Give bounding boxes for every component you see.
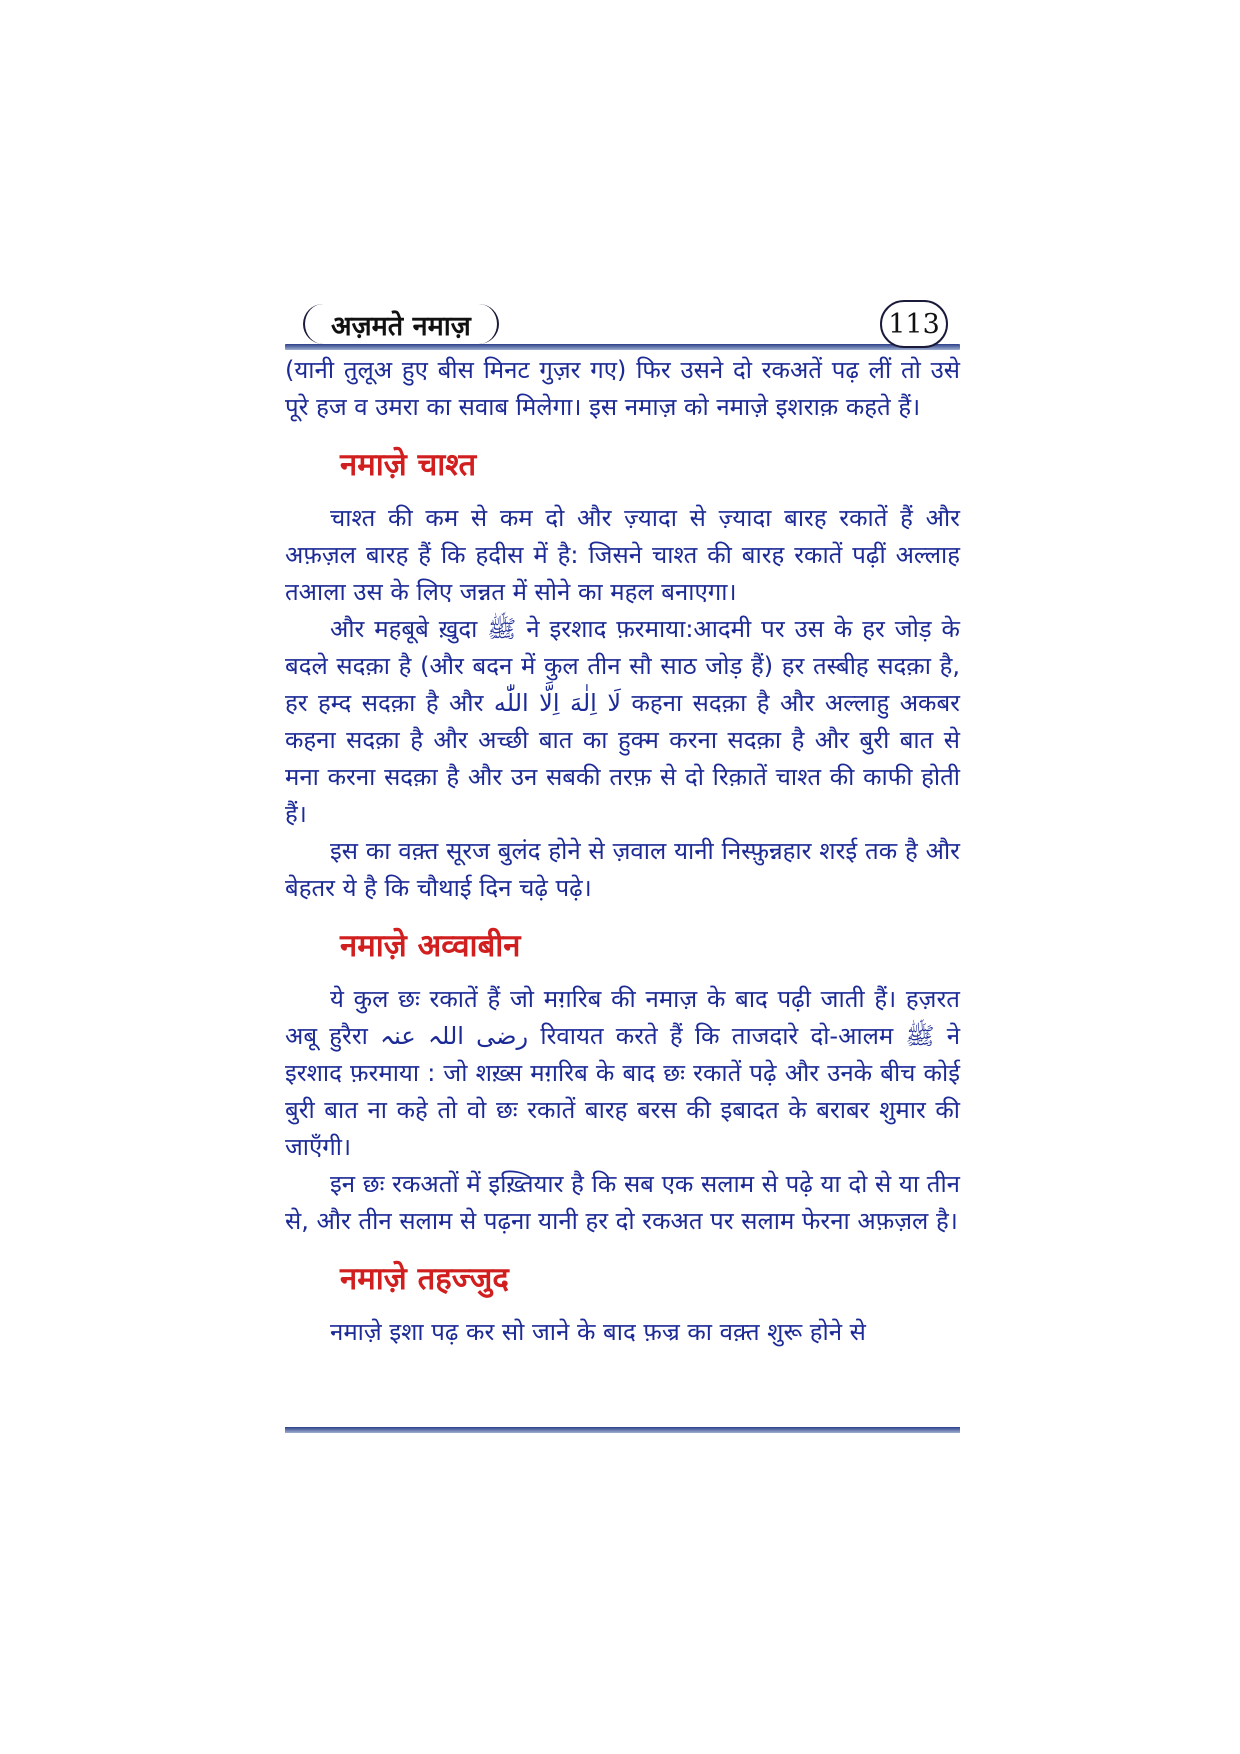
heading-namaze-chasht: नमाज़े चाश्त	[340, 447, 477, 483]
tahajjud-paragraph-1: नमाज़े इशा पढ़ कर सो जाने के बाद फ़ज्र का वक़्त शुरू होने से	[330, 1318, 866, 1346]
heading-namaze-tahajjud: नमाज़े तहज्जुद	[340, 1261, 509, 1297]
awwabeen-paragraph-1: ये कुल छः रकातें हैं जो मग़रिब की नमाज़ के बाद पढ़ी जाती हैं। हज़रत अबू हुरैरा رضی اللہ عنہ रिवायत करते हैं कि ताजदारे दो-आलम ﷺ ने इरशाद फ़रमाया : जो शख़्स मग़रिब के बाद छः रकातें पढ़े और उनके बीच कोई बुरी बात ना कहे तो वो छः रकातें बारह बरस की इबादत के बराबर शुमार की जाएँगी।	[285, 985, 961, 1161]
page-body	[285, 352, 960, 1351]
book-title: अज़मते नमाज़	[303, 304, 499, 344]
intro-paragraph: (यानी तुलूअ हुए बीस मिनट गुज़र गए) फिर उसने दो रकअतें पढ़ लीं तो उसे पूरे हज व उमरा का सवाब मिलेगा। इस नमाज़ को नमाज़े इशराक़ कहते हैं।	[285, 356, 960, 421]
awwabeen-paragraph-2: इन छः रकअतों में इख़्तियार है कि सब एक सलाम से पढ़े या दो से या तीन से, और तीन सलाम से पढ़ना यानी हर दो रकअत पर सलाम फेरना अफ़ज़ल है।	[285, 1170, 960, 1235]
chasht-paragraph-2: और महबूबे ख़ुदा ﷺ ने इरशाद फ़रमाया:आदमी पर उस के हर जोड़ के बदले सदक़ा है (और बदन में कुल तीन सौ साठ जोड़ हैं) हर तस्बीह सदक़ा है, हर हम्द सदक़ा है और لَا اِلٰهَ اِلَّا اللّٰه कहना सदक़ा है और अल्लाहु अकबर कहना सदक़ा है और अच्छी बात का हुक्म करना सदक़ा है और बुरी बात से मना करना सदक़ा है और उन सबकी तरफ़ से दो रिक़ातें चाश्त की काफी होती हैं।	[285, 615, 960, 828]
page-number: 113	[880, 300, 948, 348]
chasht-paragraph-3: इस का वक़्त सूरज बुलंद होने से ज़वाल यानी निस्फ़ुन्नहार शरई तक है और बेहतर ये है कि चौथाई दिन चढ़े पढ़े।	[285, 837, 960, 902]
heading-namaze-awwabeen: नमाज़े अव्वाबीन	[340, 928, 521, 964]
footer-rule	[285, 1427, 960, 1433]
page-header	[285, 300, 960, 350]
header-rule	[285, 344, 960, 350]
chasht-paragraph-1: चाश्त की कम से कम दो और ज़्यादा से ज़्यादा बारह रकातें हैं और अफ़ज़ल बारह हैं कि हदीस में है: जिसने चाश्त की बारह रकातें पढ़ीं अल्लाह तआला उस के लिए जन्नत में सोने का महल बनाएगा।	[285, 504, 960, 606]
